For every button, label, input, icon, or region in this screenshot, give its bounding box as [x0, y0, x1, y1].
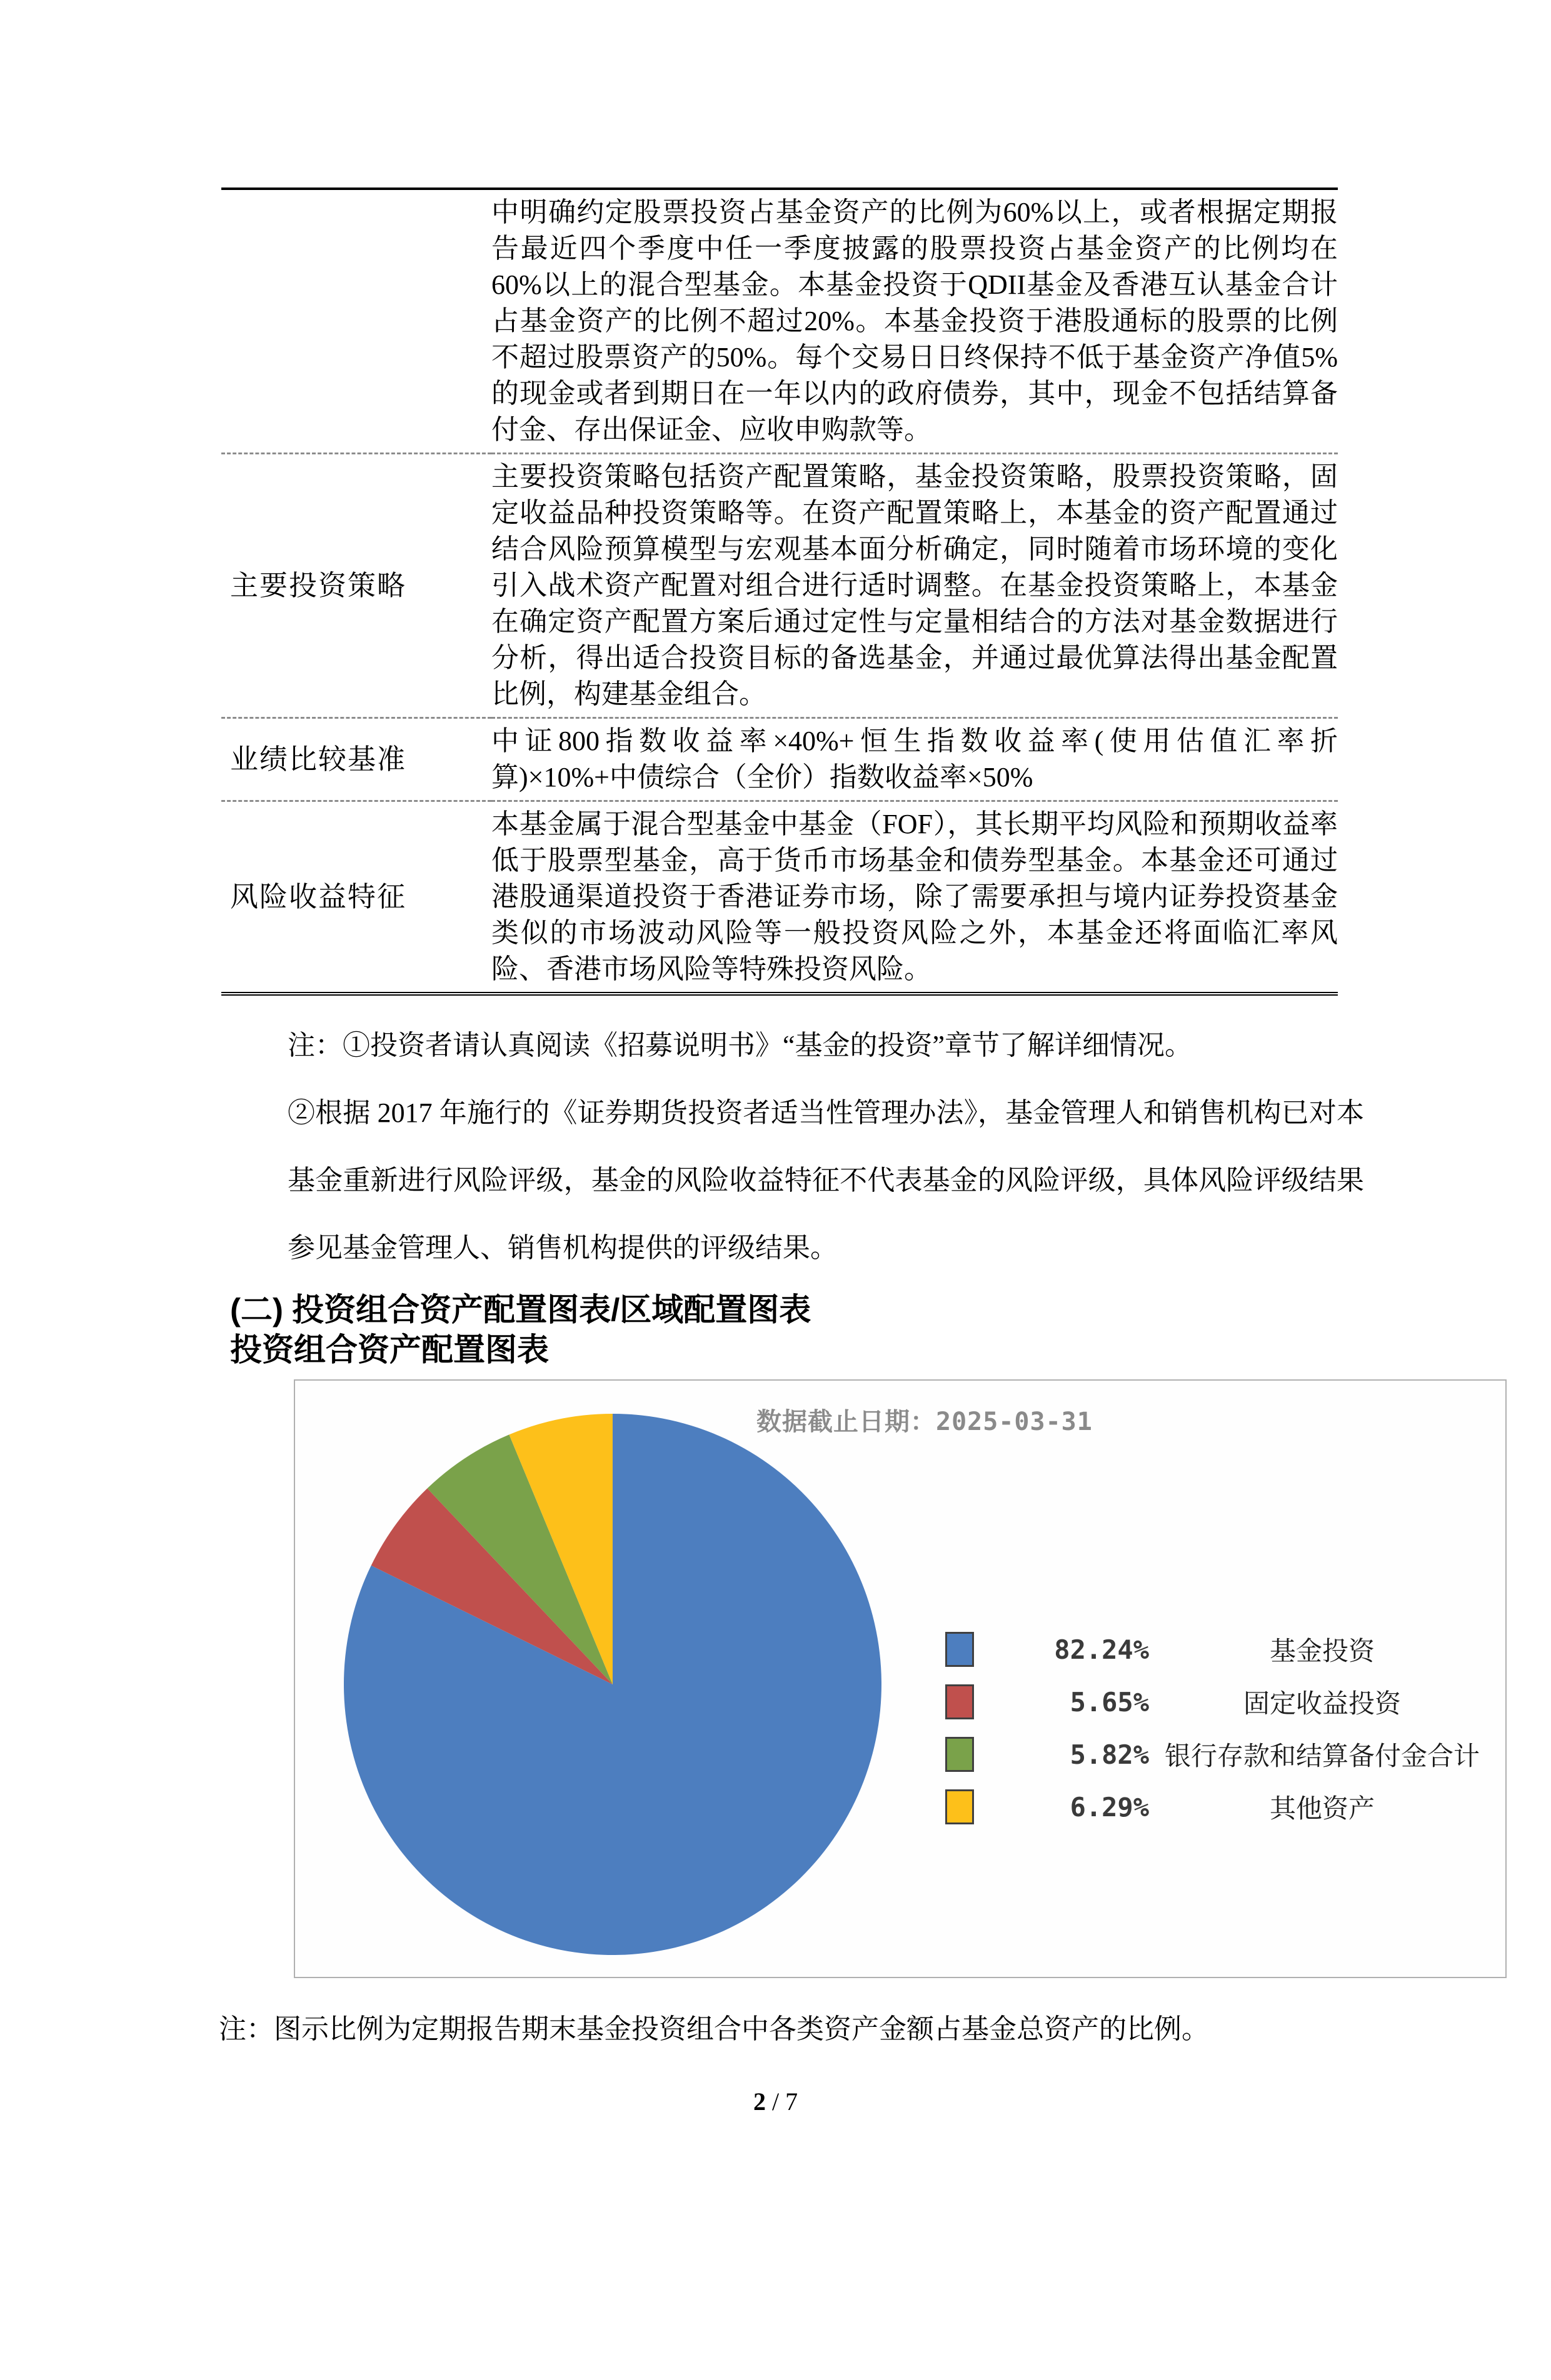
note-line-2: ②根据 2017 年施行的《证券期货投资者适当性管理办法》，基金管理人和销售机构已对本基金重新进行风险评级，基金的风险收益特征不代表基金的风险评级，具体风险评级结果参见基金管理人、销售机构提供的评级结果。	[288, 1098, 1364, 1263]
page-number-total: 7	[785, 2088, 798, 2116]
legend-percent: 5.65%	[1070, 1686, 1149, 1718]
legend-label: 银行存款和结算备付金合计	[1164, 1741, 1480, 1771]
row-label-empty	[221, 189, 491, 454]
section-heading: (二) 投资组合资产配置图表/区域配置图表	[230, 1292, 811, 1328]
page-number-separator: /	[765, 2088, 786, 2116]
legend-row-4	[945, 1781, 1482, 1833]
table-notes	[288, 1012, 1364, 1282]
row-content-benchmark: 中证800指数收益率×40%+恒生指数收益率(使用估值汇率折算)×10%+中债综合（全价）指数收益率×50%	[491, 718, 1338, 801]
row-label-benchmark: 业绩比较基准	[221, 718, 491, 801]
document-page	[0, 188, 1551, 2380]
row-content-risk: 本基金属于混合型基金中基金（FOF），其长期平均风险和预期收益率低于股票型基金，高于货币市场基金和债券型基金。本基金还可通过港股通渠道投资于香港证券市场，除了需要承担与境内证券投资基金类似的市场波动风险等一般投资风险之外，本基金还将面临汇率风险、香港市场风险等特殊投资风险。	[491, 801, 1338, 994]
table-row-strategy	[221, 454, 1338, 718]
legend-swatch-icon	[945, 1684, 974, 1719]
page-number	[0, 2087, 1551, 2116]
asset-allocation-chart	[294, 1379, 1507, 1978]
note-line-1: 注：①投资者请认真阅读《招募说明书》“基金的投资”章节了解详细情况。	[288, 1030, 1193, 1061]
legend-swatch-icon	[945, 1737, 974, 1772]
row-content-fund-type: 中明确约定股票投资占基金资产的比例为60%以上，或者根据定期报告最近四个季度中任一季度披露的股票投资占基金资产的比例均在60%以上的混合型基金。本基金投资于QDII基金及香港互认基金合计占基金资产的比例不超过20%。本基金投资于港股通标的股票的比例不超过股票资产的50%。每个交易日日终保持不低于基金资产净值5%的现金或者到期日在一年以内的政府债券，其中，现金不包括结算备付金、存出保证金、应收申购款等。	[491, 197, 1338, 445]
table-row-continuation	[221, 189, 1338, 454]
subsection-heading: 投资组合资产配置图表	[230, 1332, 550, 1368]
row-content-strategy: 主要投资策略包括资产配置策略，基金投资策略，股票投资策略，固定收益品种投资策略等。在资产配置策略上，本基金的资产配置通过结合风险预算模型与宏观基本面分析确定，同时随着市场环境的变化引入战术资产配置对组合进行适时调整。在基金投资策略上，本基金在确定资产配置方案后通过定性与定量相结合的方法对基金数据进行分析，得出适合投资目标的备选基金，并通过最优算法得出基金配置比例，构建基金组合。	[491, 454, 1338, 718]
fund-info-table	[221, 188, 1338, 996]
legend-label: 固定收益投资	[1243, 1688, 1401, 1719]
row-label-risk: 风险收益特征	[221, 801, 491, 994]
legend-percent: 6.29%	[1070, 1791, 1149, 1822]
table-row-risk	[221, 801, 1338, 994]
legend-swatch-icon	[945, 1789, 974, 1824]
chart-data-cutoff-date: 数据截止日期：2025-03-31	[756, 1408, 1093, 1436]
legend-label: 其他资产	[1269, 1793, 1375, 1824]
legend-percent: 5.82%	[1070, 1739, 1149, 1770]
table-row-benchmark	[221, 718, 1338, 801]
chart-legend	[945, 1623, 1482, 1833]
legend-percent: 82.24%	[1054, 1634, 1149, 1665]
legend-row-1	[945, 1623, 1482, 1676]
page-number-current: 2	[753, 2088, 766, 2116]
legend-swatch-icon	[945, 1632, 974, 1667]
legend-row-3	[945, 1728, 1482, 1781]
chart-note: 注：图示比例为定期报告期末基金投资组合中各类资产金额占基金总资产的比例。	[219, 2014, 1209, 2044]
row-label-strategy: 主要投资策略	[221, 454, 491, 718]
legend-label: 基金投资	[1269, 1636, 1375, 1666]
legend-row-2	[945, 1676, 1482, 1728]
